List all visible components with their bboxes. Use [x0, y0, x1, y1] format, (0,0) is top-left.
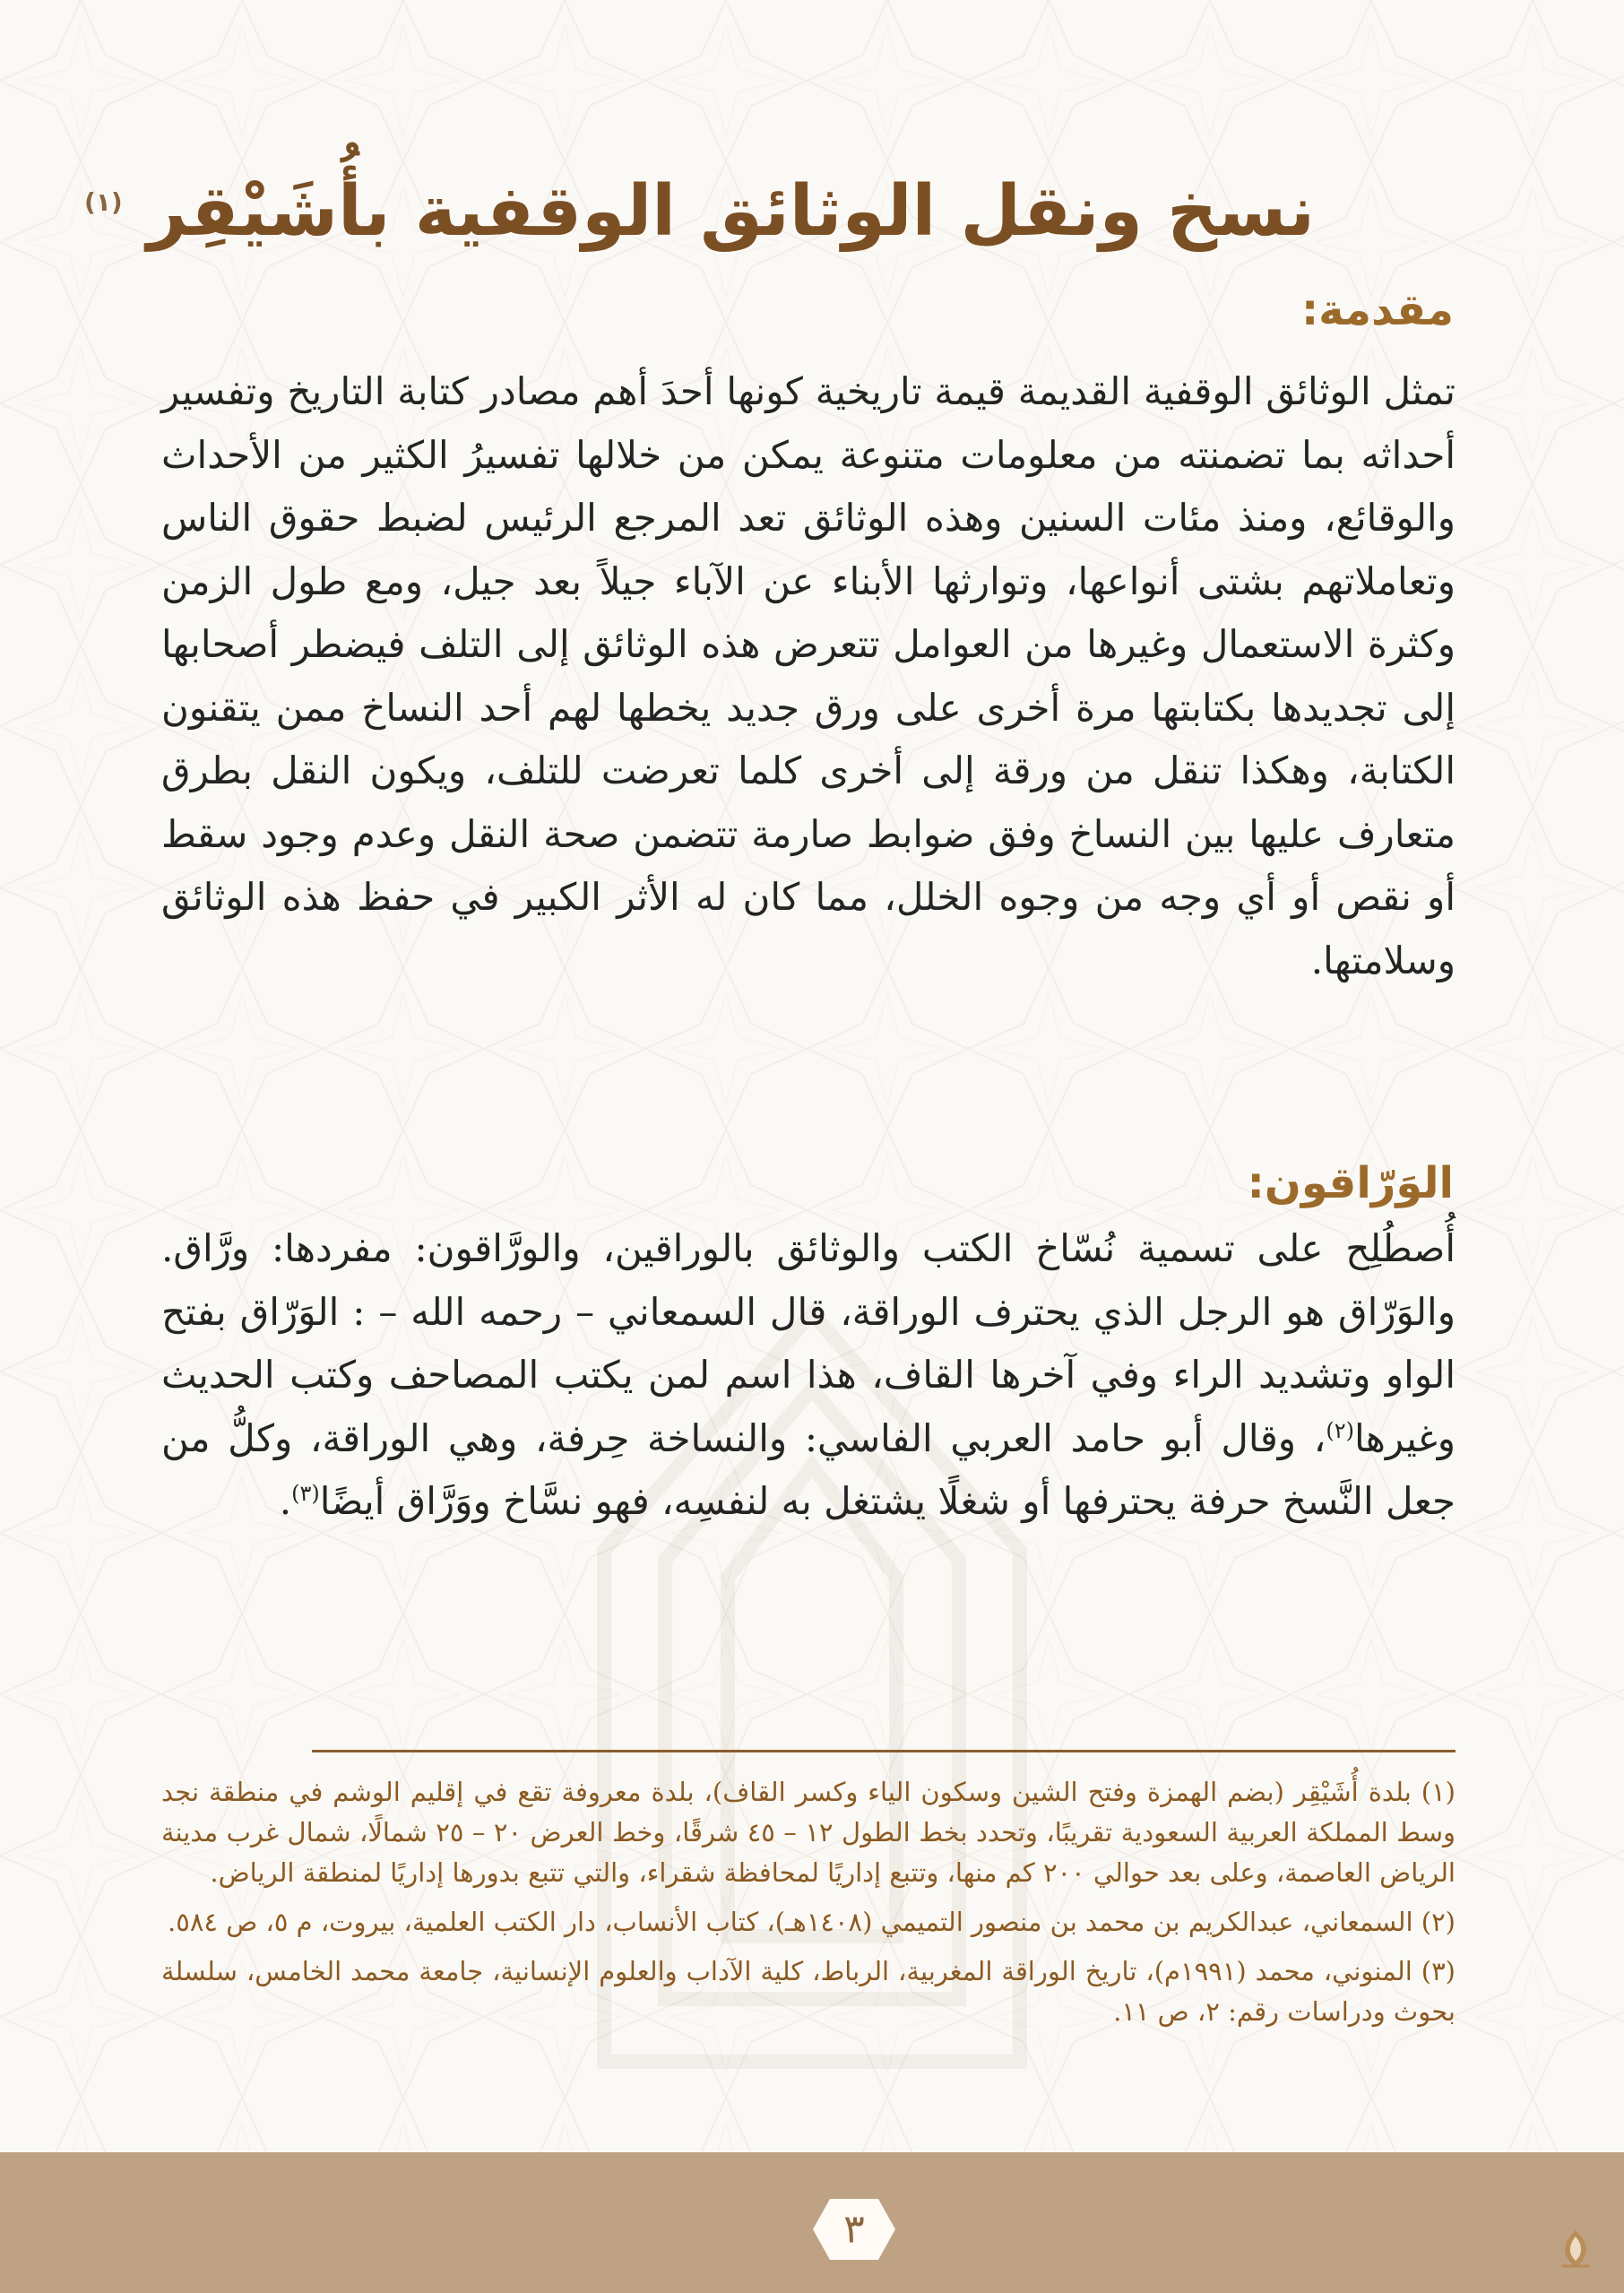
warraqun-paragraph	[161, 1217, 1456, 1534]
footnote-2: (٢) السمعاني، عبدالكريم بن محمد بن منصور التميمي (١٤٠٨هـ)، كتاب الأنساب، دار الكتب العلمية، بيروت، م ٥، ص ٥٨٤.	[168, 1906, 1456, 1937]
warraqun-text-part-2: ، وقال أبو حامد العربي الفاسي: والنساخة حِرفة، وهي الوراقة، وكلُّ من جعل النَّسخ حرفة يحترفها أو شغلًا يشتغل به لنفسِه، فهو نسَّاخ ووَرَّاق أيضًا	[161, 1415, 1456, 1524]
page-number: ٣	[843, 2206, 865, 2253]
warraqun-text-part-3: .	[279, 1479, 292, 1524]
section-heading-warraqun: الوَرّاقون:	[1247, 1158, 1454, 1208]
introduction-paragraph: تمثل الوثائق الوقفية القديمة قيمة تاريخية كونها أحدَ أهم مصادر كتابة التاريخ وتفسير أحداثه بما تضمنته من معلومات متنوعة يمكن من خلالها تفسيرُ الكثير من الأحداث والوقائع، ومنذ مئات السنين وهذه الوثائق تعد المرجع الرئيس لضبط حقوق الناس وتعاملاتهم بشتى أنواعها، وتوارثها الأبناء عن الآباء جيلاً بعد جيل، ومع طول الزمن وكثرة الاستعمال وغيرها من العوامل تتعرض هذه الوثائق إلى التلف فيضطر أصحابها إلى تجديدها بكتابتها مرة أخرى على ورق جديد يخطها لهم أحد النساخ ممن يتقنون الكتابة، وهكذا تنقل من ورقة إلى أخرى كلما تعرضت للتلف، ويكون النقل بطرق متعارف عليها بين النساخ وفق ضوابط صارمة تتضمن صحة النقل وعدم وجود سقط أو نقص أو أي وجه من وجوه الخلل، مما كان له الأثر الكبير في حفظ هذه الوثائق وسلامتها.	[161, 369, 1456, 982]
title-text: نسخ ونقل الوثائق الوقفية بأُشَيْقِر	[146, 171, 1315, 252]
footnote-1: (١) بلدة أُشَيْقِر (بضم الهمزة وفتح الشين وسكون الياء وكسر القاف)، بلدة معروفة تقع في إقليم الوشم في منطقة نجد وسط المملكة العربية السعودية تقريبًا، وتحدد بخط الطول ١٢ – ٤٥ شرقًا، وخط العرض ٢٠ – ٢٥ شمالًا، شمال غرب مدينة الرياض العاصمة، وعلى بعد حوالي ٢٠٠ كم منها، وتتبع إداريًا لمحافظة شقراء، والتي تتبع بدورها إداريًا لمنطقة الرياض.	[161, 1777, 1456, 1888]
page-number-badge	[786, 2183, 922, 2276]
section-heading-introduction: مقدمة:	[1300, 285, 1454, 335]
footnotes-list	[161, 1772, 1456, 2041]
footnote-divider	[312, 1750, 1456, 1752]
footnote-3: (٣) المنوني، محمد (١٩٩١م)، تاريخ الوراقة المغربية، الرباط، كلية الآداب والعلوم الإنسانية، جامعة محمد الخامس، سلسلة بحوث ودراسات رقم: ٢، ص ١١.	[161, 1955, 1456, 2027]
heritage-logo-icon	[1551, 2225, 1601, 2275]
title-footnote-marker: (١)	[83, 187, 123, 217]
footnote-marker-3: (٣)	[291, 1481, 320, 1507]
footnote-marker-2: (٢)	[1326, 1417, 1354, 1443]
warraqun-text-part-1: أُصطُلِح على تسمية نُسّاخ الكتب والوثائق بالوراقين، والورَّاقون: مفردها: ورَّاق. والوَرّاق هو الرجل الذي يحترف الوراقة، قال السمعاني – رحمه الله – : الوَرّاق بفتح الواو وتشديد الراء وفي آخرها القاف، هذا اسم لمن يكتب المصاحف وكتب الحديث وغيرها	[161, 1226, 1456, 1460]
page-title	[83, 171, 1315, 252]
